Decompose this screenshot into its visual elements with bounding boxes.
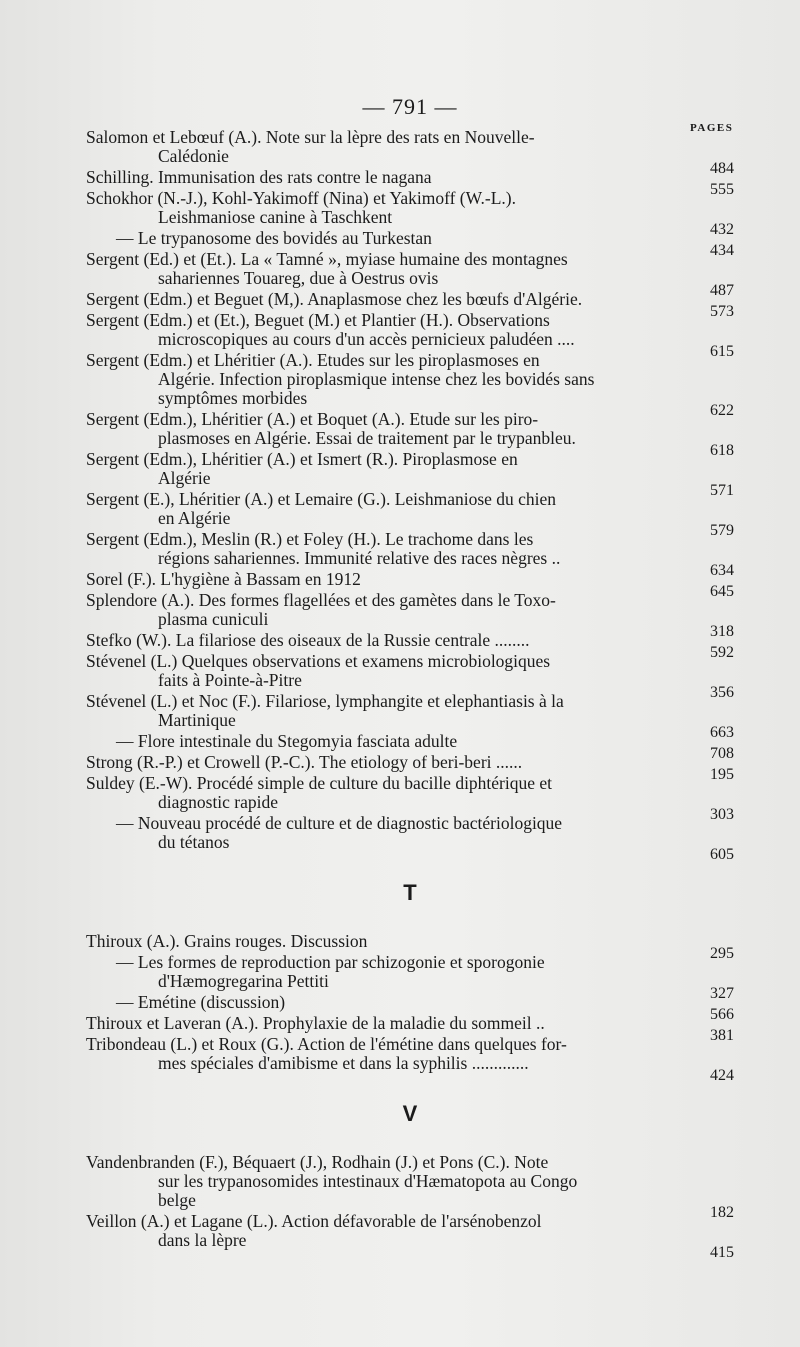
entry-line: régions sahariennes. Immunité relative des races nègres .. — [158, 548, 561, 568]
entry-page-number: 571 — [710, 482, 734, 499]
entry-line: sahariennes Touareg, due à Oestrus ovis — [158, 268, 439, 288]
entry-line: en Algérie — [158, 508, 231, 528]
index-entry — [86, 1211, 734, 1261]
entry-line: diagnostic rapide — [158, 792, 279, 812]
entry-line: microscopiques au cours d'un accès pernicieux paludéen .... — [158, 329, 575, 349]
entry-line: Suldey (E.-W). Procédé simple de culture du bacille diphtérique et — [86, 773, 553, 793]
entry-line: Sergent (Edm.) et Beguet (M,). Anaplasmose chez les bœufs d'Algérie. — [86, 289, 583, 309]
entry-line: Salomon et Lebœuf (A.). Note sur la lèpre des rats en Nouvelle- — [86, 127, 535, 147]
entry-text — [86, 530, 686, 568]
entry-line: du tétanos — [158, 832, 230, 852]
entry-page-number: 381 — [710, 1027, 734, 1044]
entry-text — [86, 189, 686, 227]
section-letter: V — [402, 1101, 418, 1126]
entry-text — [86, 1014, 686, 1033]
entry-page-number: 432 — [710, 221, 734, 238]
entry-page-number: 573 — [710, 303, 734, 320]
entry-line: — Flore intestinale du Stegomyia fasciata adulte — [116, 731, 458, 751]
entry-text — [86, 570, 686, 589]
index-entry — [86, 813, 734, 863]
entry-line: dans la lèpre — [158, 1230, 247, 1250]
entry-text — [86, 932, 686, 951]
pages-column-header: PAGES — [690, 122, 734, 134]
entry-text — [86, 410, 686, 448]
entry-line: mes spéciales d'amibisme et dans la syphilis ............. — [158, 1053, 529, 1073]
entry-line: Schilling. Immunisation des rats contre le nagana — [86, 167, 432, 187]
entry-line: — Nouveau procédé de culture et de diagnostic bactériologique — [116, 813, 563, 833]
entry-line: Veillon (A.) et Lagane (L.). Action défavorable de l'arsénobenzol — [86, 1211, 542, 1231]
entry-line: Sergent (Ed.) et (Et.). La « Tamné », myiase humaine des montagnes — [86, 249, 568, 269]
entry-page-number: 579 — [710, 522, 734, 539]
entry-text — [86, 814, 686, 852]
entry-text — [86, 591, 686, 629]
entry-page-number: 318 — [710, 623, 734, 640]
entry-page-number: 645 — [710, 583, 734, 600]
entry-page-number: 592 — [710, 644, 734, 661]
entry-page-number: 615 — [710, 343, 734, 360]
entry-line: Sergent (Edm.), Meslin (R.) et Foley (H.). Le trachome dans les — [86, 529, 534, 549]
entry-line: Stefko (W.). La filariose des oiseaux de la Russie centrale ........ — [86, 630, 530, 650]
entry-page-number: 415 — [710, 1244, 734, 1261]
entry-line: Sergent (Edm.), Lhéritier (A.) et Boquet (A.). Etude sur les piro- — [86, 409, 539, 429]
entry-text — [86, 311, 686, 349]
entry-line: Sergent (E.), Lhéritier (A.) et Lemaire (G.). Leishmaniose du chien — [86, 489, 557, 509]
index-entry — [86, 1034, 734, 1084]
entry-text — [86, 993, 686, 1012]
entry-line: — Le trypanosome des bovidés au Turkestan — [116, 228, 432, 248]
entry-text — [86, 1212, 686, 1250]
entry-page-number: 484 — [710, 160, 734, 177]
page-number: — 791 — — [362, 94, 458, 119]
entry-line: Stévenel (L.) Quelques observations et examens microbiologiques — [86, 651, 551, 671]
entry-line: Tribondeau (L.) et Roux (G.). Action de l'émétine dans quelques for- — [86, 1034, 567, 1054]
entry-line: Sergent (Edm.), Lhéritier (A.) et Ismert (R.). Piroplasmose en — [86, 449, 518, 469]
entry-line: Sergent (Edm.) et Lhéritier (A.). Etudes sur les piroplasmoses en — [86, 350, 540, 370]
entry-line: Thiroux (A.). Grains rouges. Discussion — [86, 931, 368, 951]
entry-line: — Emétine (discussion) — [116, 992, 286, 1012]
entry-line: plasmoses en Algérie. Essai de traitement par le trypanbleu. — [158, 428, 576, 448]
entry-page-number: 182 — [710, 1204, 734, 1221]
entry-page-number: 566 — [710, 1006, 734, 1023]
entry-line: Calédonie — [158, 146, 229, 166]
entry-page-number: 327 — [710, 985, 734, 1002]
entry-page-number: 303 — [710, 806, 734, 823]
entry-text — [86, 128, 686, 166]
section-letter: T — [403, 880, 417, 905]
entry-line: Algérie — [158, 468, 211, 488]
entry-page-number: 622 — [710, 402, 734, 419]
entry-text — [86, 1153, 686, 1210]
entry-page-number: 356 — [710, 684, 734, 701]
entry-line: — Les formes de reproduction par schizogonie et sporogonie — [116, 952, 545, 972]
entry-text — [86, 490, 686, 528]
entry-text — [86, 753, 686, 772]
entry-line: Sorel (F.). L'hygiène à Bassam en 1912 — [86, 569, 361, 589]
entry-line: Vandenbranden (F.), Béquaert (J.), Rodhain (J.) et Pons (C.). Note — [86, 1152, 549, 1172]
entry-text — [86, 631, 686, 650]
entry-line: Stévenel (L.) et Noc (F.). Filariose, lymphangite et elephantiasis à la — [86, 691, 564, 711]
entry-text — [86, 250, 686, 288]
entry-text — [86, 168, 686, 187]
entry-page-number: 618 — [710, 442, 734, 459]
entry-line: symptômes morbides — [158, 388, 308, 408]
entry-page-number: 634 — [710, 562, 734, 579]
entry-page-number: 555 — [710, 181, 734, 198]
entry-page-number: 434 — [710, 242, 734, 259]
entry-line: Schokhor (N.-J.), Kohl-Yakimoff (Nina) et Yakimoff (W.-L.). — [86, 188, 517, 208]
entry-line: Strong (R.-P.) et Crowell (P.-C.). The etiology of beri-beri ...... — [86, 752, 523, 772]
entry-line: Martinique — [158, 710, 236, 730]
entry-text — [86, 351, 686, 408]
entry-page-number: 663 — [710, 724, 734, 741]
entry-text — [86, 450, 686, 488]
entry-text — [86, 774, 686, 812]
entry-line: Thiroux et Laveran (A.). Prophylaxie de la maladie du sommeil .. — [86, 1013, 545, 1033]
entry-line: Leishmaniose canine à Taschkent — [158, 207, 393, 227]
entry-line: plasma cuniculi — [158, 609, 269, 629]
entry-text — [86, 692, 686, 730]
entry-text — [86, 732, 686, 751]
entry-line: belge — [158, 1190, 196, 1210]
entry-page-number: 195 — [710, 766, 734, 783]
entry-text — [86, 1035, 686, 1073]
entry-text — [86, 290, 686, 309]
entry-page-number: 487 — [710, 282, 734, 299]
entry-line: sur les trypanosomides intestinaux d'Hæmatopota au Congo — [158, 1171, 578, 1191]
author-index — [86, 127, 734, 1261]
entry-line: Algérie. Infection piroplasmique intense chez les bovidés sans — [158, 369, 595, 389]
entry-page-number: 295 — [710, 945, 734, 962]
entry-page-number: 424 — [710, 1067, 734, 1084]
entry-text — [86, 652, 686, 690]
entry-page-number: 605 — [710, 846, 734, 863]
entry-line: faits à Pointe-à-Pitre — [158, 670, 302, 690]
entry-line: Splendore (A.). Des formes flagellées et des gamètes dans le Toxo- — [86, 590, 556, 610]
entry-text — [86, 229, 686, 248]
entry-text — [86, 953, 686, 991]
entry-line: d'Hæmogregarina Pettiti — [158, 971, 329, 991]
entry-line: Sergent (Edm.) et (Et.), Beguet (M.) et Plantier (H.). Observations — [86, 310, 550, 330]
entry-page-number: 708 — [710, 745, 734, 762]
